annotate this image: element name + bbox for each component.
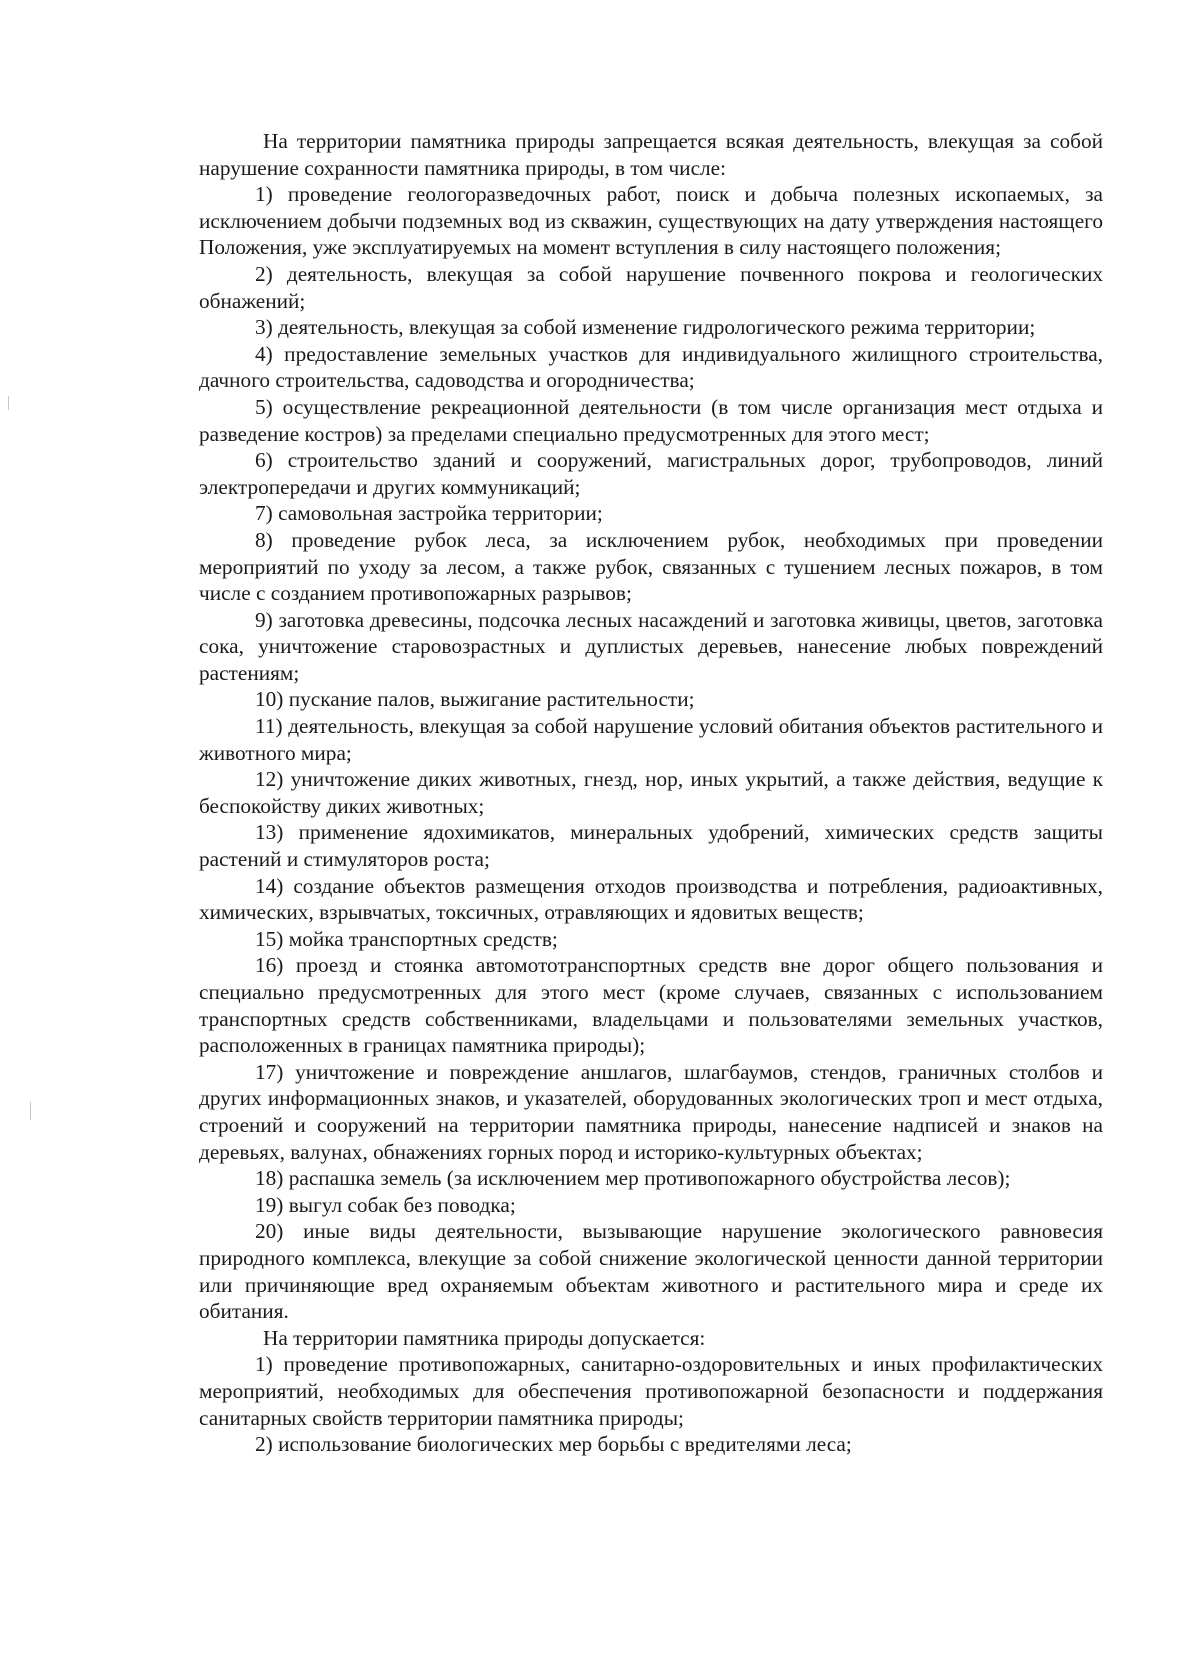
prohibited-item-5: 5) осуществление рекреационной деятельности (в том числе организация мест отдыха и разведение костров) за пределами специально предусмотренных для этого мест;: [199, 394, 1103, 446]
prohibited-item-16: 16) проезд и стоянка автомототранспортных средств вне дорог общего пользования и специально предусмотренных для этого мест (кроме случаев, связанных с использованием транспортных средств собственниками, владельцами и пользователями земельных участков, расположенных в границах памятника природы);: [199, 953, 1103, 1058]
prohibited-item-3: 3) деятельность, влекущая за собой изменение гидрологического режима территории;: [255, 315, 1036, 340]
prohibited-item-19: 19) выгул собак без поводка;: [255, 1192, 516, 1217]
prohibited-item-12: 12) уничтожение диких животных, гнезд, нор, иных укрытий, а также действия, ведущие к беспокойству диких животных;: [199, 767, 1103, 818]
allowed-item-1: 1) проведение противопожарных, санитарно-оздоровительных и иных профилактических мероприятий, необходимых для обеспечения противопожарной безопасности и поддержания санитарных свойств территории памятника природы;: [199, 1352, 1103, 1430]
scan-speck: [8, 396, 9, 410]
prohibited-item-13: 13) применение ядохимикатов, минеральных удобрений, химических средств защиты растений и стимуляторов роста;: [199, 820, 1103, 872]
prohibited-item-14: 14) создание объектов размещения отходов производства и потребления, радиоактивных, химических, взрывчатых, токсичных, отравляющих и ядовитых веществ;: [199, 873, 1103, 925]
prohibited-item-20: 20) иные виды деятельности, вызывающие нарушение экологического равновесия природного комплекса, влекущие за собой снижение экологической ценности данной территории или причиняющие вред охраняемым объектам животного и растительного мира и среде их обитания.: [199, 1219, 1103, 1324]
prohibited-intro: На территории памятника природы запрещается всякая деятельность, влекущая за собой нарушение сохранности памятника природы, в том числе:: [199, 129, 1103, 180]
document-page: [199, 128, 1103, 1458]
prohibited-item-1: 1) проведение геологоразведочных работ, поиск и добыча полезных ископаемых, за исключением добычи подземных вод из скважин, существующих на дату утверждения настоящего Положения, уже эксплуатируемых на момент вступления в силу настоящего положения;: [199, 182, 1103, 260]
prohibited-item-9: 9) заготовка древесины, подсочка лесных насаждений и заготовка живицы, цветов, заготовка сока, уничтожение старовозрастных и дуплистых деревьев, нанесение любых повреждений растениям;: [199, 607, 1103, 685]
prohibited-item-18: 18) распашка земель (за исключением мер противопожарного обустройства лесов);: [255, 1166, 1011, 1191]
prohibited-item-2: 2) деятельность, влекущая за собой нарушение почвенного покрова и геологических обнажений;: [199, 261, 1103, 313]
prohibited-item-17: 17) уничтожение и повреждение аншлагов, шлагбаумов, стендов, граничных столбов и других информационных знаков, и указателей, оборудованных экологических троп и мест отдыха, строений и сооружений на территории памятника природы, нанесение надписей и знаков на деревьях, валунах, обнажениях горных пород и историко-культурных объектах;: [199, 1059, 1103, 1164]
prohibited-item-15: 15) мойка транспортных средств;: [255, 926, 558, 951]
allowed-intro: На территории памятника природы допускается:: [263, 1325, 706, 1350]
prohibited-item-11: 11) деятельность, влекущая за собой нарушение условий обитания объектов растительного и животного мира;: [199, 714, 1103, 765]
prohibited-item-6: 6) строительство зданий и сооружений, магистральных дорог, трубопроводов, линий электропередачи и других коммуникаций;: [199, 448, 1103, 499]
prohibited-item-8: 8) проведение рубок леса, за исключением рубок, необходимых при проведении мероприятий по уходу за лесом, а также рубок, связанных с тушением лесных пожаров, в том числе с созданием противопожарных разрывов;: [199, 527, 1103, 606]
prohibited-item-10: 10) пускание палов, выжигание растительности;: [255, 687, 695, 712]
prohibited-item-4: 4) предоставление земельных участков для индивидуального жилищного строительства, дачного строительства, садоводства и огородничества;: [199, 341, 1103, 393]
scan-speck: [30, 1102, 31, 1120]
allowed-item-2: 2) использование биологических мер борьбы с вредителями леса;: [255, 1432, 852, 1457]
prohibited-item-7: 7) самовольная застройка территории;: [255, 501, 603, 526]
